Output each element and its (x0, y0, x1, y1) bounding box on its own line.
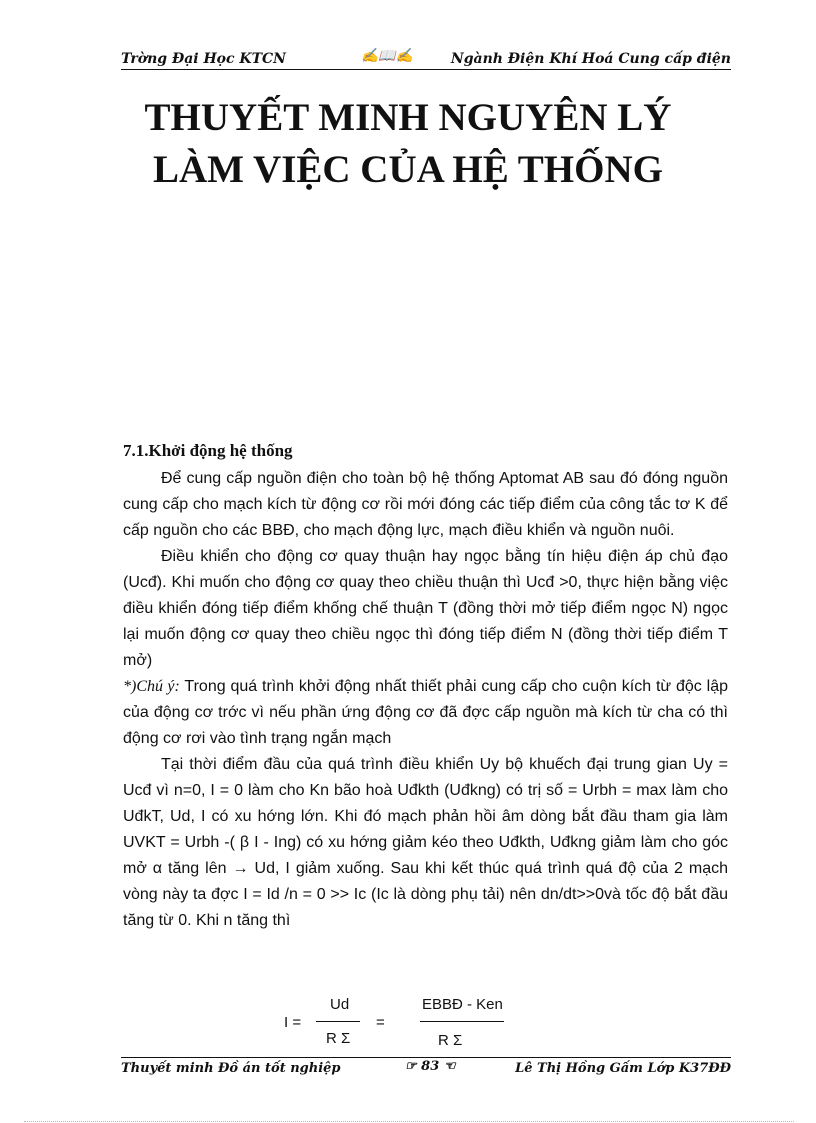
paragraph-1: Để cung cấp nguồn điện cho toàn bộ hệ thống Aptomat AB sau đó đóng nguồn cung cấp cho mạch kích từ động cơ rồi mới đóng các tiếp điểm của công tắc tơ K để cấp nguồn cho các BBĐ, cho mạch động lực, mạch điều khiển và nguồn nuôi. (123, 470, 728, 539)
header-school: Trờng Đại Học KTCN (121, 51, 286, 67)
formula-denominator-2: R Σ (438, 1032, 463, 1049)
note-label: *)Chú ý: (123, 678, 180, 695)
fraction-bar-1 (316, 1021, 360, 1022)
formula-numerator-1: Ud (330, 996, 350, 1013)
page-header (121, 48, 731, 72)
header-rule (121, 69, 731, 70)
section-body (123, 438, 728, 934)
header-department: Ngành Điện Khí Hoá Cung cấp điện (450, 51, 731, 67)
footer-author: Lê Thị Hồng Gấm Lớp K37ĐĐ (515, 1061, 731, 1076)
page-footer (121, 1057, 731, 1079)
page-bottom-dotted-line (24, 1121, 794, 1122)
fraction-bar-2 (420, 1021, 504, 1022)
page-number: ☞ 83 ☜ (405, 1059, 456, 1074)
page-title (100, 92, 716, 196)
formula-equals: = (376, 1014, 385, 1031)
title-line-2: LÀM VIỆC CỦA HỆ THỐNG (153, 148, 663, 191)
paragraph-2: Điều khiển cho động cơ quay thuận hay ngọc bằng tín hiệu điện áp chủ đạo (Ucđ). Khi muốn cho động cơ quay theo chiều thuận thì Ucđ >0, thực hiện bằng việc điều khiển đóng tiếp điểm khống chế thuận T (đồng thời mở tiếp điểm ngọc N) ngọc lại muốn động cơ quay theo chiều ngọc thì đóng tiếp điểm N (đồng thời tiếp điểm T mở) (123, 548, 728, 669)
formula-denominator-1: R Σ (326, 1030, 351, 1047)
paragraph-3: Tại thời điểm đầu của quá trình điều khiển Uy bộ khuếch đại trung gian Uy = Ucđ vì n=0, I = 0 làm cho Kn bão hoà Uđkth (Uđkng) có trị số = Urbh = max làm cho UđkT, Ud, I có xu hớng lớn. Khi đó mạch phản hồi âm dòng bắt đầu tham gia làm UVKT = Urbh -( β I - Ing) có xu hớng giảm kéo theo Uđkth, Uđkng giảm làm cho góc mở α tăng lên → Ud, I giảm xuống. Sau khi kết thúc quá trình quá độ của 2 mạch vòng này ta đợc I = Id /n = 0 >> Ic (Ic là dòng phụ tải) nên dn/dt>>0và tốc độ bắt đầu tăng từ 0. Khi n tăng thì (123, 756, 728, 929)
footer-document: Thuyết minh Đồ án tốt nghiệp (121, 1061, 341, 1076)
section-heading: 7.1.Khởi động hệ thống (123, 441, 293, 460)
note-paragraph (123, 674, 728, 752)
header-ornament: ✍📖✍ (361, 48, 414, 64)
current-formula (284, 996, 524, 1052)
title-line-1: THUYẾT MINH NGUYÊN LÝ (144, 96, 672, 139)
note-text: Trong quá trình khởi động nhất thiết phải cung cấp cho cuộn kích từ độc lập của động cơ trớc vì nếu phần ứng động cơ đã đợc cấp nguồn mà kích từ cha có thì động cơ rơi vào tình trạng ngắn mạch (123, 678, 728, 747)
footer-rule (121, 1057, 731, 1058)
formula-numerator-2: EBBĐ - Ken (422, 996, 503, 1013)
formula-lhs: I = (284, 1014, 302, 1031)
